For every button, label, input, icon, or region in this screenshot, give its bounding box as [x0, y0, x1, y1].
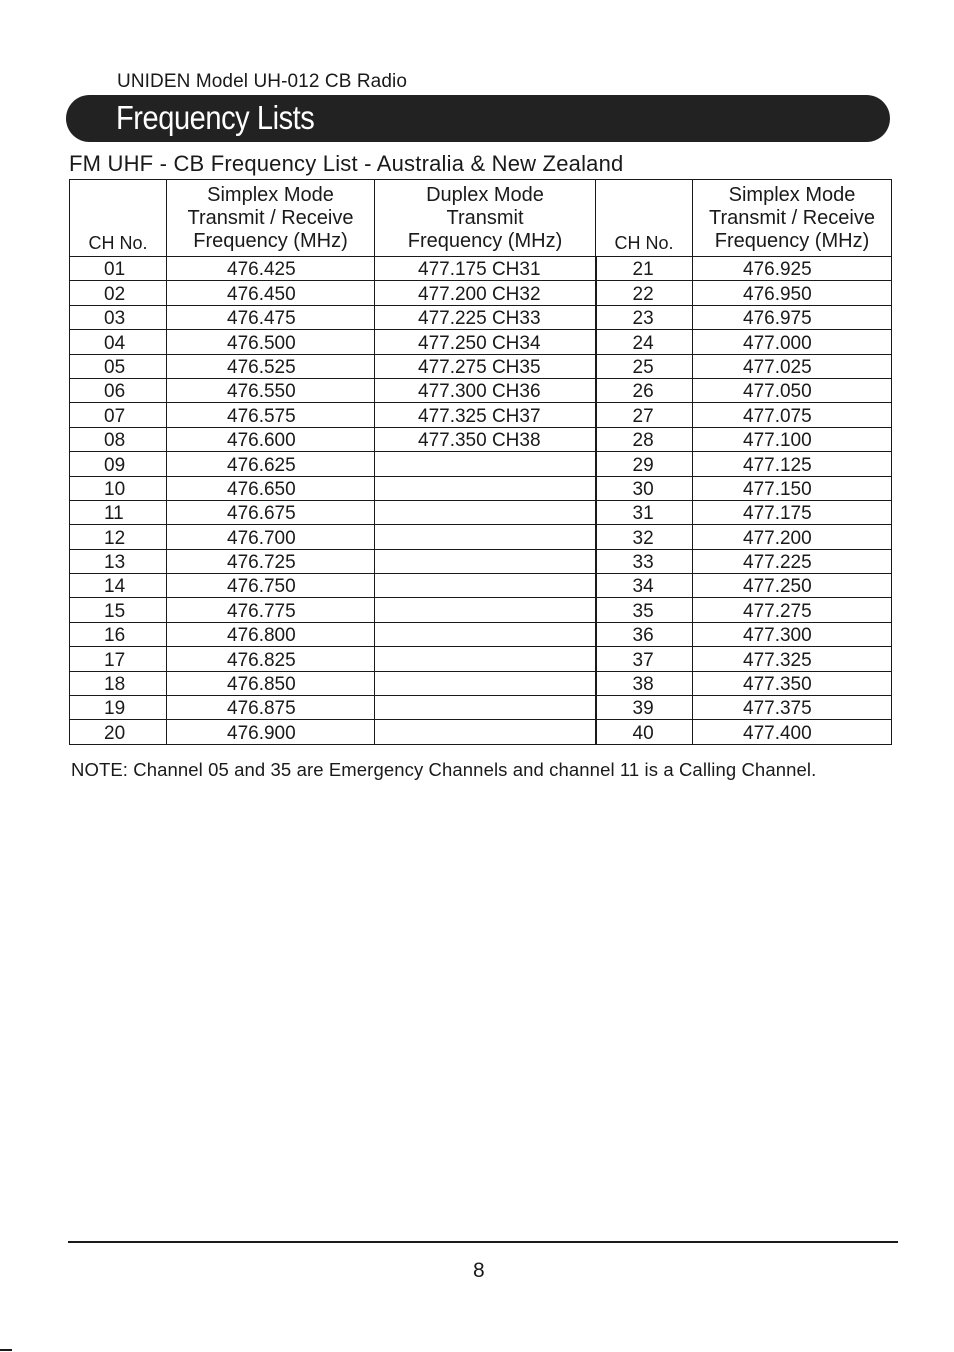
simplex-frequency-2-cell: 476.975	[693, 305, 892, 329]
simplex-frequency-2-cell: 477.225	[693, 549, 892, 573]
channel-number-2-cell: 37	[596, 647, 693, 671]
simplex-frequency-cell: 476.775	[167, 598, 375, 622]
channel-number-2-cell: 38	[596, 671, 693, 695]
channel-number-cell: 05	[70, 354, 167, 378]
channel-number-cell: 01	[70, 257, 167, 281]
duplex-frequency-cell	[375, 500, 596, 524]
simplex-frequency-cell: 476.875	[167, 696, 375, 720]
channel-number-2-cell: 24	[596, 330, 693, 354]
channel-number-2-cell: 30	[596, 476, 693, 500]
table-row	[70, 500, 892, 524]
duplex-frequency-cell	[375, 671, 596, 695]
simplex-frequency-cell: 476.900	[167, 720, 375, 744]
col-header-duplex-line3: Frequency (MHz)	[407, 229, 563, 252]
table-row	[70, 354, 892, 378]
channel-number-2-cell: 34	[596, 574, 693, 598]
col-header-simplex2-line1: Simplex Mode	[728, 183, 856, 206]
frequency-table	[69, 179, 892, 745]
simplex-frequency-cell: 476.825	[167, 647, 375, 671]
table-row	[70, 257, 892, 281]
channel-number-2-cell: 40	[596, 720, 693, 744]
duplex-frequency-cell	[375, 720, 596, 744]
channel-number-cell: 08	[70, 427, 167, 451]
simplex-frequency-2-cell: 477.250	[693, 574, 892, 598]
channel-number-cell: 19	[70, 696, 167, 720]
simplex-frequency-2-cell: 477.200	[693, 525, 892, 549]
simplex-frequency-2-cell: 477.175	[693, 500, 892, 524]
col-header-ch-no: CH No.	[70, 180, 167, 257]
col-header-simplex-line1: Simplex Mode	[207, 183, 334, 206]
simplex-frequency-2-cell: 477.100	[693, 427, 892, 451]
simplex-frequency-cell: 476.450	[167, 281, 375, 305]
simplex-frequency-cell: 476.700	[167, 525, 375, 549]
col-header-simplex2-line2: Transmit / Receive	[709, 206, 875, 229]
table-row	[70, 452, 892, 476]
footer-divider	[68, 1241, 898, 1243]
table-row	[70, 378, 892, 402]
channel-number-cell: 02	[70, 281, 167, 305]
model-header: UNIDEN Model UH-012 CB Radio	[117, 71, 408, 92]
table-row	[70, 305, 892, 329]
table-row	[70, 330, 892, 354]
simplex-frequency-cell: 476.625	[167, 452, 375, 476]
table-row	[70, 281, 892, 305]
table-row	[70, 696, 892, 720]
simplex-frequency-2-cell: 477.350	[693, 671, 892, 695]
channel-number-cell: 11	[70, 500, 167, 524]
duplex-frequency-cell	[375, 598, 596, 622]
page-number: 8	[473, 1259, 485, 1282]
channel-number-cell: 07	[70, 403, 167, 427]
channel-number-cell: 04	[70, 330, 167, 354]
channel-number-2-cell: 31	[596, 500, 693, 524]
simplex-frequency-2-cell: 476.950	[693, 281, 892, 305]
duplex-frequency-cell	[375, 452, 596, 476]
table-header-row	[70, 180, 892, 257]
col-header-simplex-line3: Frequency (MHz)	[193, 229, 348, 252]
simplex-frequency-2-cell: 476.925	[693, 257, 892, 281]
duplex-frequency-cell	[375, 574, 596, 598]
channel-number-cell: 13	[70, 549, 167, 573]
simplex-frequency-2-cell: 477.150	[693, 476, 892, 500]
simplex-frequency-cell: 476.725	[167, 549, 375, 573]
simplex-frequency-cell: 476.750	[167, 574, 375, 598]
channel-number-cell: 17	[70, 647, 167, 671]
simplex-frequency-2-cell: 477.325	[693, 647, 892, 671]
channel-number-2-cell: 25	[596, 354, 693, 378]
table-row	[70, 427, 892, 451]
simplex-frequency-cell: 476.575	[167, 403, 375, 427]
simplex-frequency-cell: 476.550	[167, 378, 375, 402]
table-row	[70, 671, 892, 695]
duplex-frequency-cell: 477.325 CH37	[375, 403, 596, 427]
channel-number-2-cell: 33	[596, 549, 693, 573]
table-row	[70, 598, 892, 622]
channel-number-cell: 20	[70, 720, 167, 744]
edge-mark	[0, 1349, 12, 1351]
channel-number-2-cell: 26	[596, 378, 693, 402]
duplex-frequency-cell: 477.250 CH34	[375, 330, 596, 354]
simplex-frequency-2-cell: 477.375	[693, 696, 892, 720]
duplex-frequency-cell	[375, 525, 596, 549]
table-row	[70, 403, 892, 427]
channel-number-cell: 10	[70, 476, 167, 500]
simplex-frequency-2-cell: 477.075	[693, 403, 892, 427]
simplex-frequency-2-cell: 477.000	[693, 330, 892, 354]
simplex-frequency-2-cell: 477.400	[693, 720, 892, 744]
simplex-frequency-2-cell: 477.275	[693, 598, 892, 622]
table-row	[70, 622, 892, 646]
duplex-frequency-cell	[375, 549, 596, 573]
channel-number-cell: 15	[70, 598, 167, 622]
col-header-duplex	[375, 180, 596, 257]
channel-number-cell: 18	[70, 671, 167, 695]
section-title-bar	[66, 95, 890, 142]
channel-number-2-cell: 35	[596, 598, 693, 622]
duplex-frequency-cell: 477.225 CH33	[375, 305, 596, 329]
simplex-frequency-cell: 476.675	[167, 500, 375, 524]
channel-number-2-cell: 36	[596, 622, 693, 646]
col-header-duplex-line1: Duplex Mode	[426, 183, 544, 206]
duplex-frequency-cell	[375, 647, 596, 671]
table-row	[70, 549, 892, 573]
table-body	[70, 257, 892, 745]
duplex-frequency-cell: 477.300 CH36	[375, 378, 596, 402]
col-header-simplex2-line3: Frequency (MHz)	[714, 229, 870, 252]
table-row	[70, 647, 892, 671]
duplex-frequency-cell: 477.200 CH32	[375, 281, 596, 305]
duplex-frequency-cell: 477.350 CH38	[375, 427, 596, 451]
channel-number-cell: 03	[70, 305, 167, 329]
simplex-frequency-cell: 476.850	[167, 671, 375, 695]
channel-number-2-cell: 28	[596, 427, 693, 451]
channel-number-2-cell: 29	[596, 452, 693, 476]
channel-number-cell: 09	[70, 452, 167, 476]
simplex-frequency-2-cell: 477.025	[693, 354, 892, 378]
table-row	[70, 574, 892, 598]
section-title: Frequency Lists	[116, 99, 315, 136]
simplex-frequency-cell: 476.650	[167, 476, 375, 500]
duplex-frequency-cell: 477.275 CH35	[375, 354, 596, 378]
simplex-frequency-cell: 476.600	[167, 427, 375, 451]
channel-number-cell: 14	[70, 574, 167, 598]
channel-number-cell: 12	[70, 525, 167, 549]
channel-number-2-cell: 21	[596, 257, 693, 281]
col-header-simplex	[167, 180, 375, 257]
simplex-frequency-cell: 476.475	[167, 305, 375, 329]
simplex-frequency-2-cell: 477.300	[693, 622, 892, 646]
table-row	[70, 476, 892, 500]
simplex-frequency-2-cell: 477.050	[693, 378, 892, 402]
col-header-simplex-line2: Transmit / Receive	[187, 206, 354, 229]
duplex-frequency-cell	[375, 622, 596, 646]
table-row	[70, 720, 892, 744]
channel-number-cell: 06	[70, 378, 167, 402]
duplex-frequency-cell	[375, 476, 596, 500]
table-title: FM UHF - CB Frequency List - Australia & New Zealand	[69, 151, 624, 176]
channel-number-2-cell: 39	[596, 696, 693, 720]
duplex-frequency-cell	[375, 696, 596, 720]
channel-number-2-cell: 23	[596, 305, 693, 329]
channel-number-2-cell: 27	[596, 403, 693, 427]
col-header-simplex-2	[693, 180, 892, 257]
col-header-ch-no-2: CH No.	[596, 180, 693, 257]
channel-number-2-cell: 22	[596, 281, 693, 305]
channel-number-2-cell: 32	[596, 525, 693, 549]
simplex-frequency-cell: 476.525	[167, 354, 375, 378]
simplex-frequency-2-cell: 477.125	[693, 452, 892, 476]
col-header-duplex-line2: Transmit	[446, 206, 524, 229]
table-row	[70, 525, 892, 549]
simplex-frequency-cell: 476.425	[167, 257, 375, 281]
simplex-frequency-cell: 476.500	[167, 330, 375, 354]
duplex-frequency-cell: 477.175 CH31	[375, 257, 596, 281]
simplex-frequency-cell: 476.800	[167, 622, 375, 646]
note-text: NOTE: Channel 05 and 35 are Emergency Channels and channel 11 is a Calling Channel.	[71, 759, 817, 780]
channel-number-cell: 16	[70, 622, 167, 646]
